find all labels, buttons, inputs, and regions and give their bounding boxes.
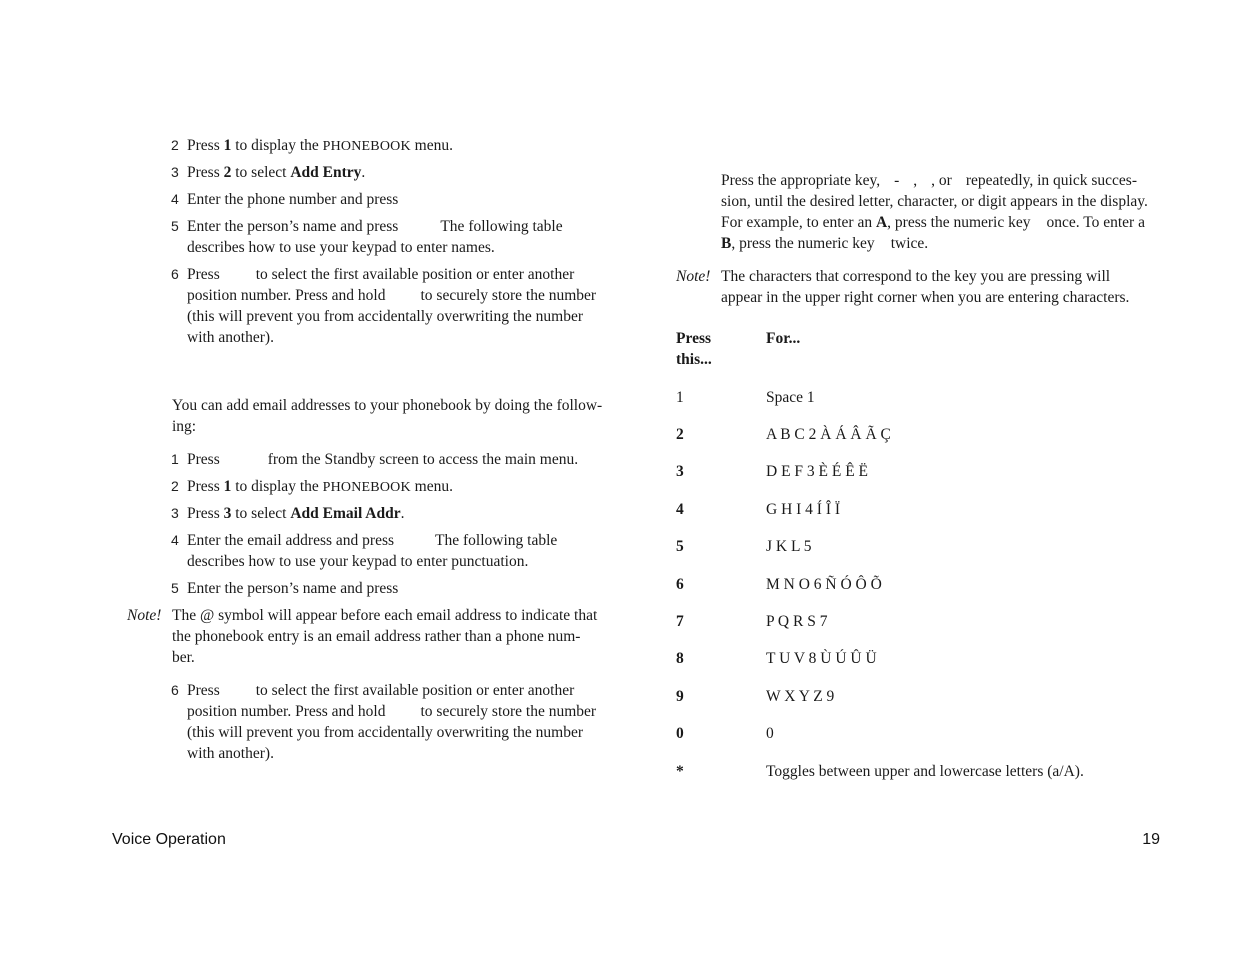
table-key-cell: 7 <box>676 613 684 630</box>
step-text: Enter the person’s name and press <box>187 580 399 597</box>
table-value-cell: P Q R S 7 <box>766 613 828 630</box>
step-text: Press 2 to select Add Entry. <box>187 164 366 181</box>
step-number: 4 <box>171 532 179 548</box>
step-text: Enter the email address and press The following table describes how to use your keypad to enter punctuation. <box>187 532 558 570</box>
table-key-cell: 0 <box>676 725 684 742</box>
step-text: Press to select the first available position or enter another position number. Press and hold to securely store the number (this will prevent you from accidentally overwriting the number with another). <box>187 266 597 346</box>
table-value-cell: W X Y Z 9 <box>766 688 835 705</box>
table-key-cell: 5 <box>676 538 684 555</box>
table-value-cell: M N O 6 Ñ Ó Ô Õ <box>766 576 882 593</box>
note-label: Note! <box>127 607 162 624</box>
step-number: 5 <box>171 218 179 234</box>
table-header-value: For... <box>766 330 801 347</box>
note-label: Note! <box>676 268 711 285</box>
step-text: Press from the Standby screen to access the main menu. <box>187 451 579 468</box>
step-number: 5 <box>171 580 179 596</box>
step-number: 6 <box>171 266 179 282</box>
table-key-cell: 9 <box>676 688 684 705</box>
table-value-cell: J K L 5 <box>766 538 812 555</box>
table-value-cell: T U V 8 Ù Ú Û Ü <box>766 650 877 667</box>
step-text: Enter the person’s name and press The following table describes how to use your keypad to enter names. <box>187 218 563 256</box>
table-key-cell: 6 <box>676 576 684 593</box>
table-value-cell: D E F 3 È É Ê Ë <box>766 463 869 480</box>
step-number: 2 <box>171 478 179 494</box>
table-header-key: Press this... <box>676 330 712 368</box>
step-text: Press 3 to select Add Email Addr. <box>187 505 405 522</box>
table-key-cell: 1 <box>676 389 684 406</box>
table-key-cell: 8 <box>676 650 684 667</box>
table-value-cell: Toggles between upper and lowercase letters (a/A). <box>766 763 1084 780</box>
note-text: The characters that correspond to the key you are pressing will appear in the upper right corner when you are entering characters. <box>721 268 1130 306</box>
table-value-cell: A B C 2 À Á Â Ã Ç <box>766 426 891 443</box>
step-text: Press to select the first available position or enter another position number. Press and hold to securely store the number (this will prevent you from accidentally overwriting the number with another). <box>187 682 597 762</box>
step-number: 3 <box>171 505 179 521</box>
step-number: 3 <box>171 164 179 180</box>
table-value-cell: G H I 4 Í Î Ï <box>766 501 841 518</box>
table-key-cell: 3 <box>676 463 684 480</box>
table-key-cell: * <box>676 763 684 780</box>
note-text: The @ symbol will appear before each email address to indicate that the phonebook entry is an email address rather than a phone num- ber. <box>172 607 598 666</box>
table-value-cell: Space 1 <box>766 389 815 406</box>
step-number: 6 <box>171 682 179 698</box>
step-text: Press 1 to display the PHONEBOOK menu. <box>187 478 453 495</box>
email-intro-paragraph: You can add email addresses to your phonebook by doing the follow- ing: <box>172 397 603 435</box>
table-value-cell: 0 <box>766 725 774 742</box>
step-number: 4 <box>171 191 179 207</box>
table-key-cell: 4 <box>676 501 684 518</box>
footer-page-number: 19 <box>1142 831 1160 848</box>
step-number: 2 <box>171 137 179 153</box>
step-number: 1 <box>171 451 179 467</box>
step-text: Press 1 to display the PHONEBOOK menu. <box>187 137 453 154</box>
footer-section-title: Voice Operation <box>112 831 226 848</box>
table-key-cell: 2 <box>676 426 684 443</box>
step-text: Enter the phone number and press <box>187 191 399 208</box>
keypad-instructions: Press the appropriate key, - , , or repeatedly, in quick succes- sion, until the desired letter, character, or digit appears in the display. For example, to enter an A, press the numeric key once. To enter a B, press the numeric key twice. <box>721 172 1148 252</box>
